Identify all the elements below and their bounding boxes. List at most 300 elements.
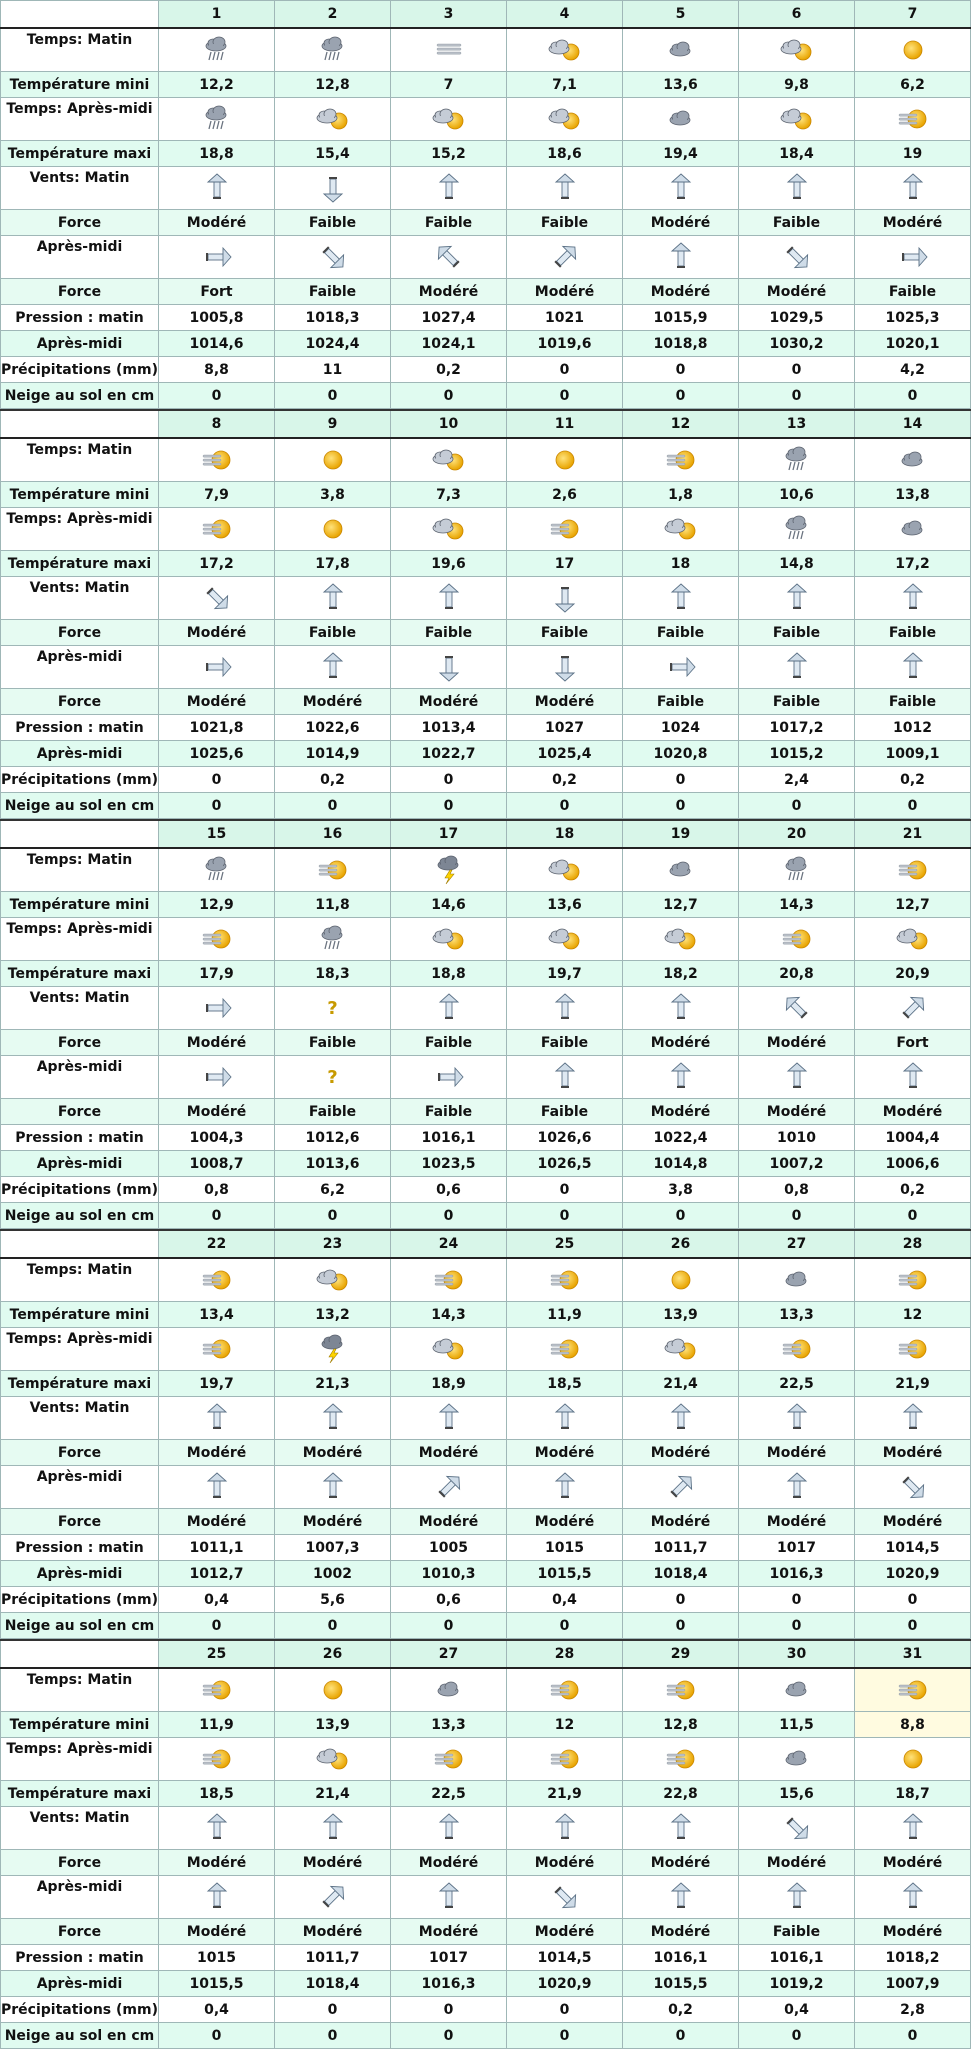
wind-arrow-n-icon xyxy=(202,180,232,196)
wind-cell xyxy=(159,236,275,279)
cloud-icon xyxy=(663,42,699,58)
wind-force-value: Modéré xyxy=(159,689,275,715)
wind-arrow-e-icon xyxy=(898,249,928,265)
wind-cell xyxy=(159,577,275,620)
row-label: Pression : matin xyxy=(1,1945,159,1971)
sun-haze-icon xyxy=(895,111,931,127)
wind-arrow-nw-icon xyxy=(782,1000,812,1016)
precip-value: 2,4 xyxy=(739,767,855,793)
weather-cell xyxy=(275,848,391,892)
storm-icon xyxy=(431,862,467,878)
pressure-value: 1026,5 xyxy=(507,1151,623,1177)
precip-value: 6,2 xyxy=(275,1177,391,1203)
row-label: Précipitations (mm) xyxy=(1,357,159,383)
temp-min-value: 13,9 xyxy=(275,1712,391,1738)
snow-value: 0 xyxy=(855,383,971,409)
precip-value: 0,6 xyxy=(391,1177,507,1203)
cloud-sun-icon xyxy=(663,1341,699,1357)
row-label: Neige au sol en cm xyxy=(1,383,159,409)
temp-max-value: 18,9 xyxy=(391,1371,507,1397)
day-number: 26 xyxy=(623,1230,739,1258)
wind-force-value: Modéré xyxy=(623,1850,739,1876)
snow-value: 0 xyxy=(855,2023,971,2049)
wind-force-value: Modéré xyxy=(623,1919,739,1945)
row-label: Après-midi xyxy=(1,1056,159,1099)
pressure-value: 1020,9 xyxy=(507,1971,623,1997)
wind-force-value: Modéré xyxy=(623,1030,739,1056)
temp-min-value: 12,9 xyxy=(159,892,275,918)
row-label: Température mini xyxy=(1,72,159,98)
header-corner xyxy=(1,1230,159,1258)
temp-min-value: 7,3 xyxy=(391,482,507,508)
pressure-value: 1005,8 xyxy=(159,305,275,331)
precip-value: 0 xyxy=(507,1177,623,1203)
weather-cell xyxy=(507,848,623,892)
wind-force-value: Faible xyxy=(275,1030,391,1056)
temp-min-value: 14,6 xyxy=(391,892,507,918)
weather-cell xyxy=(159,1668,275,1712)
pressure-value: 1027 xyxy=(507,715,623,741)
wind-cell xyxy=(159,987,275,1030)
row-label: Force xyxy=(1,689,159,715)
weather-cell xyxy=(507,1668,623,1712)
sun-haze-icon xyxy=(547,1751,583,1767)
weather-cell xyxy=(739,508,855,551)
wind-force-value: Modéré xyxy=(739,1099,855,1125)
wind-cell xyxy=(159,1466,275,1509)
wind-arrow-se-icon xyxy=(202,590,232,606)
wind-force-value: Modéré xyxy=(391,1850,507,1876)
cloud-icon xyxy=(779,1682,815,1698)
wind-cell xyxy=(159,1807,275,1850)
wind-cell xyxy=(739,167,855,210)
snow-value: 0 xyxy=(507,2023,623,2049)
cloud-sun-icon xyxy=(663,521,699,537)
row-label: Force xyxy=(1,620,159,646)
wind-arrow-e-icon xyxy=(666,659,696,675)
weather-cell xyxy=(623,98,739,141)
row-label: Après-midi xyxy=(1,1971,159,1997)
wind-force-value: Modéré xyxy=(159,210,275,236)
sun-haze-icon xyxy=(663,1751,699,1767)
pressure-value: 1007,2 xyxy=(739,1151,855,1177)
wind-arrow-n-icon xyxy=(434,180,464,196)
sun-haze-icon xyxy=(199,931,235,947)
precip-value: 0,8 xyxy=(739,1177,855,1203)
cloud-sun-icon xyxy=(431,111,467,127)
weather-cell xyxy=(623,1258,739,1302)
wind-cell xyxy=(739,646,855,689)
row-label: Temps: Après-midi xyxy=(1,98,159,141)
weather-cell xyxy=(623,1328,739,1371)
wind-cell xyxy=(739,1056,855,1099)
row-label: Après-midi xyxy=(1,1466,159,1509)
wind-cell xyxy=(507,1056,623,1099)
wind-cell xyxy=(159,1056,275,1099)
weather-cell xyxy=(855,848,971,892)
temp-max-value: 15,6 xyxy=(739,1781,855,1807)
wind-force-value: Modéré xyxy=(855,1509,971,1535)
row-label: Vents: Matin xyxy=(1,1807,159,1850)
pressure-value: 1015 xyxy=(507,1535,623,1561)
temp-max-value: 19 xyxy=(855,141,971,167)
wind-cell xyxy=(855,1807,971,1850)
wind-cell xyxy=(159,167,275,210)
wind-cell xyxy=(739,236,855,279)
weather-cell xyxy=(159,28,275,72)
pressure-value: 1018,8 xyxy=(623,331,739,357)
pressure-value: 1016,1 xyxy=(391,1125,507,1151)
wind-arrow-n-icon xyxy=(898,1820,928,1836)
snow-value: 0 xyxy=(855,1613,971,1639)
weather-cell xyxy=(391,438,507,482)
wind-arrow-n-icon xyxy=(898,659,928,675)
temp-max-value: 15,4 xyxy=(275,141,391,167)
row-label: Après-midi xyxy=(1,1876,159,1919)
weather-cell xyxy=(739,28,855,72)
row-label: Température maxi xyxy=(1,961,159,987)
snow-value: 0 xyxy=(391,1613,507,1639)
wind-cell xyxy=(855,167,971,210)
snow-value: 0 xyxy=(623,1613,739,1639)
precip-value: 11 xyxy=(275,357,391,383)
temp-max-value: 18,5 xyxy=(507,1371,623,1397)
pressure-value: 1014,5 xyxy=(855,1535,971,1561)
temp-min-value: 13,6 xyxy=(507,892,623,918)
wind-cell xyxy=(855,1466,971,1509)
row-label: Force xyxy=(1,1099,159,1125)
snow-value: 0 xyxy=(275,1203,391,1229)
wind-arrow-n-icon xyxy=(318,659,348,675)
sun-haze-icon xyxy=(547,1682,583,1698)
wind-force-value: Faible xyxy=(275,279,391,305)
temp-max-value: 21,4 xyxy=(275,1781,391,1807)
precip-value: 0 xyxy=(507,1997,623,2023)
temp-min-value: 12,8 xyxy=(623,1712,739,1738)
wind-force-value: Faible xyxy=(739,689,855,715)
wind-cell xyxy=(391,987,507,1030)
snow-value: 0 xyxy=(275,383,391,409)
temp-min-value: 8,8 xyxy=(855,1712,971,1738)
precip-value: 0 xyxy=(739,357,855,383)
wind-cell xyxy=(275,1056,391,1099)
day-number: 22 xyxy=(159,1230,275,1258)
wind-arrow-n-icon xyxy=(202,1410,232,1426)
row-label: Force xyxy=(1,1919,159,1945)
row-label: Température mini xyxy=(1,482,159,508)
wind-arrow-se-icon xyxy=(782,249,812,265)
temp-max-value: 18,7 xyxy=(855,1781,971,1807)
snow-value: 0 xyxy=(507,1203,623,1229)
week-table xyxy=(0,819,971,1229)
wind-arrow-ne-icon xyxy=(898,1000,928,1016)
weather-cell xyxy=(275,28,391,72)
sun-haze-icon xyxy=(663,1682,699,1698)
cloud-icon xyxy=(895,521,931,537)
temp-min-value: 7,1 xyxy=(507,72,623,98)
snow-value: 0 xyxy=(159,1613,275,1639)
precip-value: 8,8 xyxy=(159,357,275,383)
weather-cell xyxy=(391,1258,507,1302)
wind-arrow-se-icon xyxy=(898,1479,928,1495)
pressure-value: 1002 xyxy=(275,1561,391,1587)
weather-cell xyxy=(739,848,855,892)
wind-force-value: Modéré xyxy=(623,210,739,236)
row-label: Neige au sol en cm xyxy=(1,2023,159,2049)
day-number: 30 xyxy=(739,1640,855,1668)
weather-cell xyxy=(739,1328,855,1371)
wind-arrow-n-icon xyxy=(666,1410,696,1426)
pressure-value: 1004,4 xyxy=(855,1125,971,1151)
cloud-icon xyxy=(779,1751,815,1767)
wind-cell xyxy=(391,646,507,689)
weather-cell xyxy=(507,1328,623,1371)
sun-icon xyxy=(315,521,351,537)
wind-cell xyxy=(275,577,391,620)
temp-min-value: 12,2 xyxy=(159,72,275,98)
pressure-value: 1019,6 xyxy=(507,331,623,357)
row-label: Force xyxy=(1,210,159,236)
pressure-value: 1024,4 xyxy=(275,331,391,357)
row-label: Après-midi xyxy=(1,1151,159,1177)
row-label: Précipitations (mm) xyxy=(1,1997,159,2023)
weather-cell xyxy=(159,1738,275,1781)
row-label: Pression : matin xyxy=(1,305,159,331)
pressure-value: 1023,5 xyxy=(391,1151,507,1177)
sun-haze-icon xyxy=(199,1751,235,1767)
wind-cell xyxy=(391,1056,507,1099)
wind-arrow-s-icon xyxy=(434,659,464,675)
pressure-value: 1021,8 xyxy=(159,715,275,741)
weather-cell xyxy=(391,918,507,961)
precip-value: 0,2 xyxy=(391,357,507,383)
wind-force-value: Modéré xyxy=(275,1850,391,1876)
temp-min-value: 2,6 xyxy=(507,482,623,508)
wind-force-value: Modéré xyxy=(623,1509,739,1535)
precip-value: 0,4 xyxy=(507,1587,623,1613)
temp-max-value: 19,7 xyxy=(507,961,623,987)
pressure-value: 1016,1 xyxy=(623,1945,739,1971)
pressure-value: 1025,6 xyxy=(159,741,275,767)
temp-max-value: 14,8 xyxy=(739,551,855,577)
row-label: Force xyxy=(1,1509,159,1535)
weather-cell xyxy=(275,1738,391,1781)
temp-max-value: 17,2 xyxy=(855,551,971,577)
row-label: Temps: Matin xyxy=(1,28,159,72)
day-number: 28 xyxy=(855,1230,971,1258)
wind-arrow-n-icon xyxy=(318,1410,348,1426)
sun-icon xyxy=(315,1682,351,1698)
temp-min-value: 10,6 xyxy=(739,482,855,508)
wind-cell xyxy=(391,1397,507,1440)
wind-arrow-n-icon xyxy=(550,1069,580,1085)
day-number: 28 xyxy=(507,1640,623,1668)
precip-value: 0 xyxy=(159,767,275,793)
wind-arrow-ne-icon xyxy=(666,1479,696,1495)
temp-max-value: 18,2 xyxy=(623,961,739,987)
weather-cell xyxy=(855,438,971,482)
wind-force-value: Modéré xyxy=(275,1440,391,1466)
weather-cell xyxy=(855,508,971,551)
pressure-value: 1018,3 xyxy=(275,305,391,331)
pressure-value: 1022,4 xyxy=(623,1125,739,1151)
header-corner xyxy=(1,1,159,29)
wind-force-value: Modéré xyxy=(739,279,855,305)
precip-value: 3,8 xyxy=(623,1177,739,1203)
wind-force-value: Faible xyxy=(739,620,855,646)
wind-cell xyxy=(507,577,623,620)
wind-force-value: Faible xyxy=(623,620,739,646)
cloud-sun-icon xyxy=(547,111,583,127)
temp-min-value: 12,7 xyxy=(623,892,739,918)
weather-cell xyxy=(855,98,971,141)
temp-min-value: 9,8 xyxy=(739,72,855,98)
weather-cell xyxy=(623,1668,739,1712)
weather-cell xyxy=(623,508,739,551)
temp-max-value: 21,9 xyxy=(507,1781,623,1807)
pressure-value: 1007,3 xyxy=(275,1535,391,1561)
weather-cell xyxy=(507,918,623,961)
pressure-value: 1016,1 xyxy=(739,1945,855,1971)
wind-arrow-n-icon xyxy=(434,590,464,606)
snow-value: 0 xyxy=(275,2023,391,2049)
wind-arrow-n-icon xyxy=(434,1000,464,1016)
row-label: Vents: Matin xyxy=(1,167,159,210)
pressure-value: 1018,2 xyxy=(855,1945,971,1971)
day-number: 16 xyxy=(275,820,391,848)
temp-max-value: 19,6 xyxy=(391,551,507,577)
snow-value: 0 xyxy=(275,1613,391,1639)
weather-cell xyxy=(159,1258,275,1302)
wind-arrow-n-icon xyxy=(550,180,580,196)
pressure-value: 1014,9 xyxy=(275,741,391,767)
precip-value: 0 xyxy=(507,357,623,383)
wind-force-value: Faible xyxy=(507,210,623,236)
wind-arrow-n-icon xyxy=(434,1410,464,1426)
wind-arrow-ne-icon xyxy=(434,1479,464,1495)
week-table xyxy=(0,1229,971,1639)
snow-value: 0 xyxy=(739,793,855,819)
day-number: 15 xyxy=(159,820,275,848)
snow-value: 0 xyxy=(391,383,507,409)
cloud-sun-icon xyxy=(431,931,467,947)
weather-cell xyxy=(507,508,623,551)
wind-cell xyxy=(855,646,971,689)
day-number: 8 xyxy=(159,410,275,438)
cloud-icon xyxy=(663,111,699,127)
row-label: Pression : matin xyxy=(1,1535,159,1561)
wind-arrow-n-icon xyxy=(666,1069,696,1085)
row-label: Force xyxy=(1,279,159,305)
wind-force-value: Modéré xyxy=(159,1099,275,1125)
weather-cell xyxy=(739,1258,855,1302)
wind-cell xyxy=(275,1807,391,1850)
row-label: Neige au sol en cm xyxy=(1,793,159,819)
day-number: 13 xyxy=(739,410,855,438)
precip-value: 0,4 xyxy=(159,1587,275,1613)
weather-cell xyxy=(855,1738,971,1781)
weather-cell xyxy=(391,1328,507,1371)
wind-cell xyxy=(739,987,855,1030)
row-label: Temps: Après-midi xyxy=(1,918,159,961)
precip-value: 0 xyxy=(855,1587,971,1613)
wind-force-value: Modéré xyxy=(159,1509,275,1535)
row-label: Température maxi xyxy=(1,1781,159,1807)
rain-cloud-icon xyxy=(315,42,351,58)
sun-icon xyxy=(315,452,351,468)
rain-cloud-icon xyxy=(199,862,235,878)
temp-max-value: 17 xyxy=(507,551,623,577)
pressure-value: 1021 xyxy=(507,305,623,331)
day-number: 25 xyxy=(159,1640,275,1668)
wind-arrow-n-icon xyxy=(898,180,928,196)
pressure-value: 1014,5 xyxy=(507,1945,623,1971)
snow-value: 0 xyxy=(391,2023,507,2049)
wind-cell xyxy=(739,577,855,620)
wind-cell xyxy=(275,987,391,1030)
temp-max-value: 17,9 xyxy=(159,961,275,987)
weather-cell xyxy=(623,438,739,482)
temp-min-value: 11,8 xyxy=(275,892,391,918)
wind-arrow-n-icon xyxy=(782,1069,812,1085)
pressure-value: 1005 xyxy=(391,1535,507,1561)
rain-cloud-icon xyxy=(779,521,815,537)
wind-arrow-n-icon xyxy=(782,590,812,606)
day-number: 1 xyxy=(159,1,275,29)
pressure-value: 1013,6 xyxy=(275,1151,391,1177)
temp-max-value: 18 xyxy=(623,551,739,577)
rain-cloud-icon xyxy=(315,931,351,947)
day-number: 12 xyxy=(623,410,739,438)
precip-value: 0,8 xyxy=(159,1177,275,1203)
cloud-sun-icon xyxy=(663,931,699,947)
snow-value: 0 xyxy=(623,383,739,409)
day-number: 5 xyxy=(623,1,739,29)
temp-min-value: 13,3 xyxy=(739,1302,855,1328)
pressure-value: 1030,2 xyxy=(739,331,855,357)
pressure-value: 1015,2 xyxy=(739,741,855,767)
weather-cell xyxy=(275,918,391,961)
pressure-value: 1029,5 xyxy=(739,305,855,331)
wind-cell xyxy=(739,1876,855,1919)
wind-force-value: Modéré xyxy=(855,1099,971,1125)
wind-force-value: Modéré xyxy=(391,1440,507,1466)
cloud-icon xyxy=(895,452,931,468)
wind-arrow-se-icon xyxy=(550,1889,580,1905)
temp-min-value: 13,6 xyxy=(623,72,739,98)
pressure-value: 1024,1 xyxy=(391,331,507,357)
temp-max-value: 18,4 xyxy=(739,141,855,167)
weather-cell xyxy=(159,98,275,141)
pressure-value: 1020,1 xyxy=(855,331,971,357)
wind-cell xyxy=(391,577,507,620)
weather-cell xyxy=(159,1328,275,1371)
wind-cell xyxy=(507,1807,623,1850)
temp-min-value: 12,8 xyxy=(275,72,391,98)
wind-cell xyxy=(275,646,391,689)
snow-value: 0 xyxy=(623,2023,739,2049)
wind-cell xyxy=(275,1466,391,1509)
wind-force-value: Faible xyxy=(739,210,855,236)
wind-cell xyxy=(623,167,739,210)
temp-min-value: 3,8 xyxy=(275,482,391,508)
wind-arrow-n-icon xyxy=(782,180,812,196)
weather-cell xyxy=(391,848,507,892)
temp-min-value: 12,7 xyxy=(855,892,971,918)
wind-arrow-n-icon xyxy=(898,1069,928,1085)
row-label: Force xyxy=(1,1850,159,1876)
temp-min-value: 13,2 xyxy=(275,1302,391,1328)
